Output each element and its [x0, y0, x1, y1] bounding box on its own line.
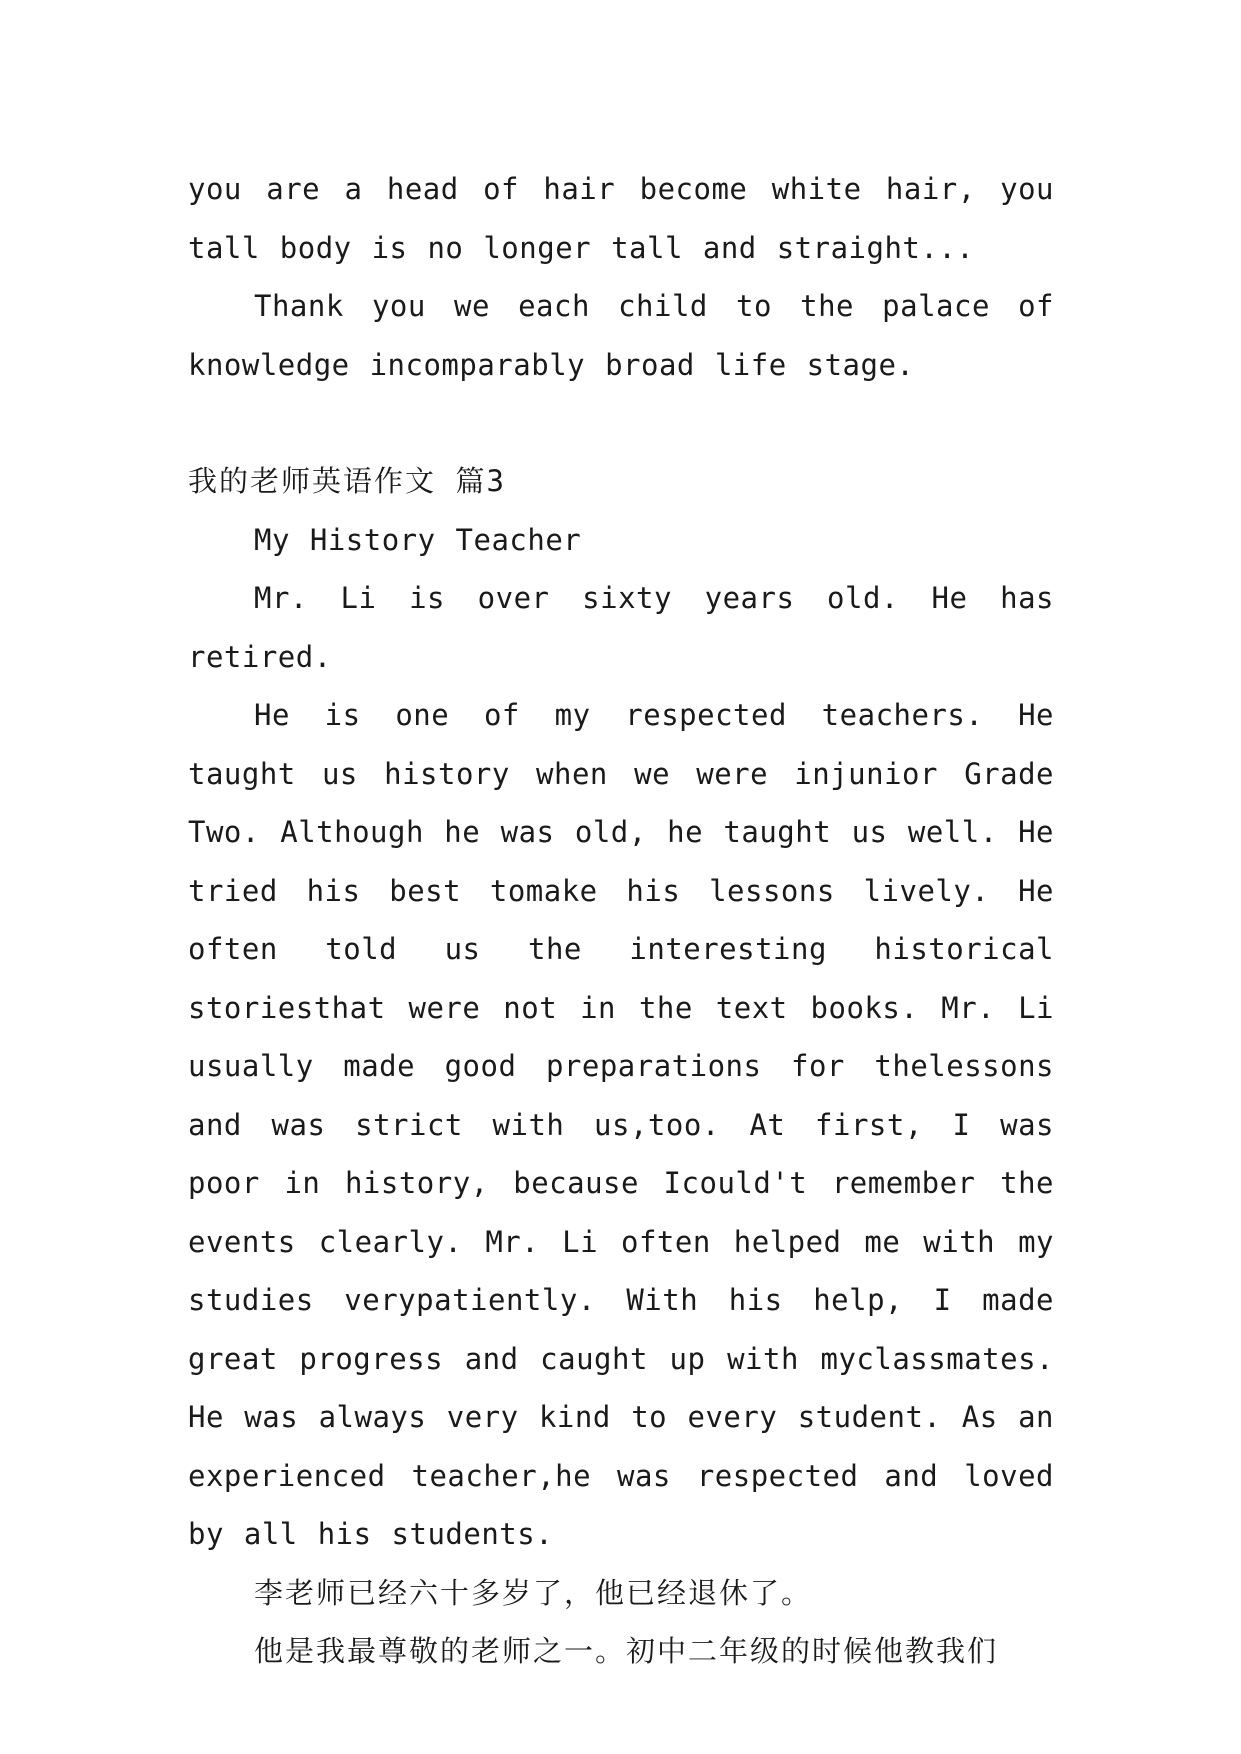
essay-title: My History Teacher — [254, 522, 582, 557]
essay-paragraph-2: He is one of my respected teachers. He taught us history when we were injunior Grade Two. Although he was old, he taught us well. He tried his best tomake his lessons lively. He often told us the interesting historical storiesthat were not in the text books. Mr. Li usually made good preparations for thelessons and was strict with us,too. At first, I was poor in history, because Icould't remember the events clearly. Mr. Li often helped me with my studies verypatiently. With his help, I made great progress and caught up with myclassmates. He was always very kind to every student. As an experienced teacher,he was respected and loved by all his students. — [188, 698, 1054, 1551]
paragraph-thanks: Thank you we each child to the palace of knowledge incomparably broad life stage. — [188, 289, 1054, 382]
section-heading: 我的老师英语作文 篇3 — [188, 464, 506, 498]
chinese-paragraph-2: 他是我最尊敬的老师之一。初中二年级的时候他教我们 — [254, 1634, 999, 1668]
essay-paragraph-1: Mr. Li is over sixty years old. He has retired. — [188, 581, 1054, 674]
chinese-paragraph-1: 李老师已经六十多岁了，他已经退休了。 — [254, 1575, 813, 1610]
paragraph-continued: you are a head of hair become white hair, you tall body is no longer tall and straight... — [188, 172, 1054, 265]
document-body — [188, 160, 1054, 1681]
section-spacer — [188, 394, 1054, 452]
